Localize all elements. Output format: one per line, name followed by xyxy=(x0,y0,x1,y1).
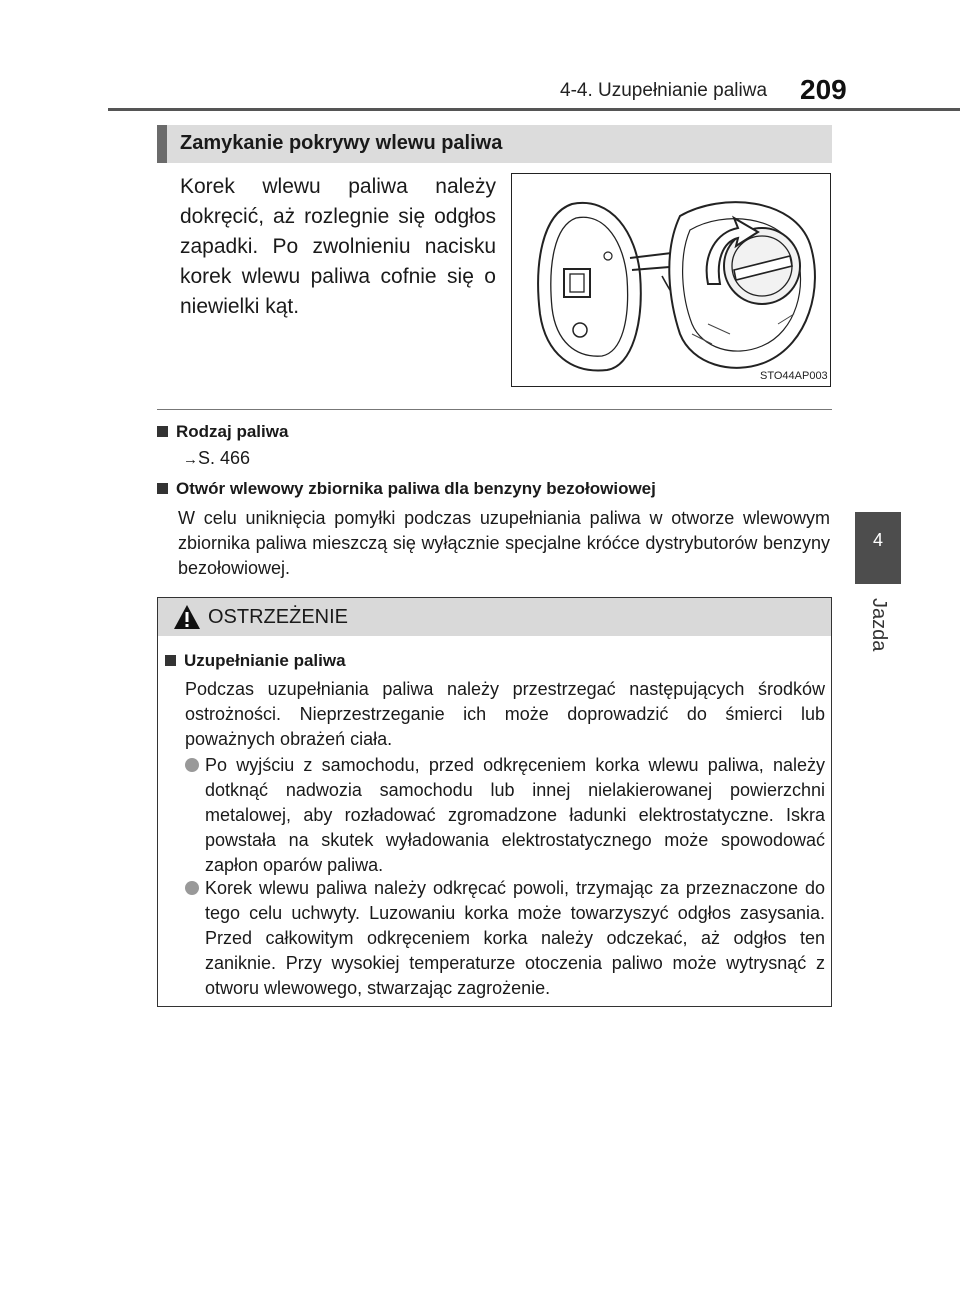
square-bullet-icon xyxy=(157,483,168,494)
circle-bullet-icon xyxy=(185,758,199,772)
note-filler-opening-title: Otwór wlewowy zbiornika paliwa dla benzyny bezołowiowej xyxy=(176,479,656,498)
page-number: 209 xyxy=(800,74,847,105)
note-fuel-type xyxy=(157,422,288,442)
arrow-right-icon: → xyxy=(183,451,198,468)
note-filler-opening-body: W celu uniknięcia pomyłki podczas uzupełniania paliwa w otworze wlewowym zbiornika paliwa mieszczą się wyłącznie specjalne króćce dystrybutorów benzyny bezołowiowej. xyxy=(178,508,830,578)
warning-body: Podczas uzupełniania paliwa należy przestrzegać następujących środków ostrożności. Nieprzestrzeganie ich może doprowadzić do śmierci lub poważnych obrażeń ciała. xyxy=(185,679,825,749)
section-divider xyxy=(157,409,832,410)
note-fuel-type-title: Rodzaj paliwa xyxy=(176,422,289,441)
warning-list-item xyxy=(185,876,825,1001)
warning-list-item-text: Korek wlewu paliwa należy odkręcać powoli, trzymając za przeznaczone do tego celu uchwyty. Luzowaniu korka może towarzyszyć odgłos zasysania. Przed całkowitym odkręceniem korka należy odczekać, aż odgłos ten zaniknie. Przy wysokiej temperaturze otoczenia paliwo może wytrysnąć z otworu wlewowego, stwarzając zagrożenie. xyxy=(205,878,825,998)
fuel-cap-illustration xyxy=(511,173,831,387)
page-reference[interactable] xyxy=(183,448,250,469)
warning-subtitle xyxy=(165,651,346,671)
warning-list-item xyxy=(185,753,825,878)
warning-list-item-text: Po wyjściu z samochodu, przed odkręceniem korka wlewu paliwa, należy dotknąć nadwozia samochodu lub innej nielakierowanej powierzchni metalowej, aby rozładować zgromadzone ładunki elektrostatyczne. Iskra powstała na skutek wyładowania elektrostatycznego może spowodować zapłon oparów paliwa. xyxy=(205,755,825,875)
section-intro-text: Korek wlewu paliwa należy dokręcić, aż rozlegnie się odgłos zapadki. Po zwolnieniu nacisku korek wlewu paliwa cofnie się o niewielki kąt. xyxy=(180,175,496,318)
circle-bullet-icon xyxy=(185,881,199,895)
warning-triangle-icon xyxy=(173,604,201,630)
chapter-tab-label-text: Jazda xyxy=(868,598,890,652)
fuel-door-drawing xyxy=(512,174,829,385)
section-heading-marker xyxy=(157,125,167,163)
chapter-tab-label xyxy=(855,594,901,654)
chapter-tab-number: 4 xyxy=(872,530,883,550)
warning-subtitle-text: Uzupełnianie paliwa xyxy=(184,651,346,670)
square-bullet-icon xyxy=(165,655,176,666)
header-rule xyxy=(108,108,960,111)
figure-code: STO44AP003 xyxy=(760,370,828,382)
header-section-title: 4-4. Uzupełnianie paliwa xyxy=(560,80,768,101)
note-filler-opening xyxy=(157,479,656,499)
square-bullet-icon xyxy=(157,426,168,437)
page-reference-text: S. 466 xyxy=(198,448,251,468)
warning-title: OSTRZEŻENIE xyxy=(208,606,349,628)
section-heading: Zamykanie pokrywy wlewu paliwa xyxy=(180,132,503,154)
